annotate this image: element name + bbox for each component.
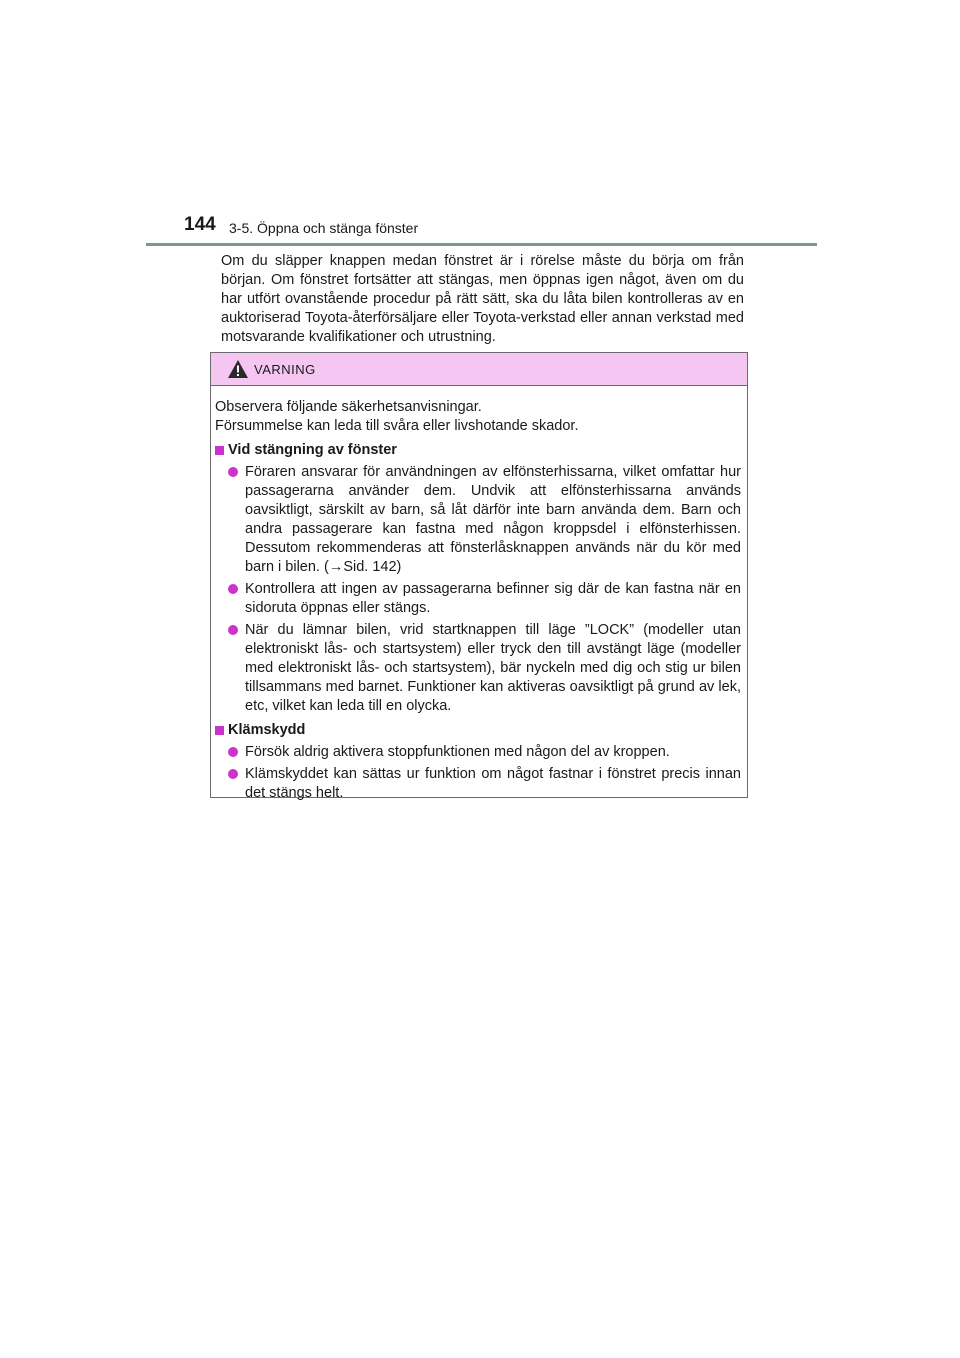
warning-intro-line-2: Försummelse kan leda till svåra eller livshotande skador. [215, 418, 579, 434]
list-item [215, 621, 741, 716]
list-item-text: Föraren ansvarar för användningen av elfönsterhissarna, vilket omfattar hur passagerarna använder dem. Undvik att elfönsterhissarna används oavsiktligt, särskilt av barn, så låt därför inte barn använda dem. Barn och andra passagerare kan fastna med någon kroppsdel i elfönsterhissen. Dessutom rekommenderas att fönsterlåsknappen används när du kör med barn i bilen. (→Sid. 142) [245, 464, 741, 575]
warning-label: VARNING [254, 362, 316, 377]
section-window-closing [215, 441, 741, 716]
round-bullet-icon [228, 467, 238, 477]
round-bullet-icon [228, 769, 238, 779]
warning-header [211, 353, 747, 386]
warning-body [211, 386, 747, 803]
item-list [215, 463, 741, 716]
list-item-text: När du lämnar bilen, vrid startknappen till läge ”LOCK” (modeller utan elektroniskt lås- och startsystem) eller tryck den till avstängt läge (modeller med elektroniskt lås- och startsystem), bär nyckeln med dig och stig ur bilen tillsammans med barnet. Funktioner kan aktiveras oavsiktligt på grund av lek, etc, vilket kan leda till en olycka. [245, 622, 741, 714]
warning-box [210, 352, 748, 801]
list-item [215, 580, 741, 618]
list-item [215, 743, 741, 762]
section-heading-text: Klämskydd [228, 722, 306, 738]
item-list [215, 743, 741, 803]
round-bullet-icon [228, 747, 238, 757]
warning-triangle-icon [227, 359, 249, 379]
section-heading [215, 721, 741, 740]
warning-intro-line-1: Observera följande säkerhetsanvisningar. [215, 399, 482, 415]
list-item [215, 463, 741, 577]
intro-paragraph: Om du släpper knappen medan fönstret är i rörelse måste du börja om från början. Om fönstret fortsätter att stängas, men öppnas igen något, även om du har utfört ovanstående procedur på rätt sätt, ska du låta bilen kontrolleras av en auktoriserad Toyota-återförsäljare eller Toyota-verkstad eller annan verkstad med motsvarande kvalifikationer och utrustning. [221, 253, 744, 345]
round-bullet-icon [228, 625, 238, 635]
list-item [215, 765, 741, 803]
list-item-text: Klämskyddet kan sättas ur funktion om något fastnar i fönstret precis innan det stängs helt. [245, 766, 741, 801]
round-bullet-icon [228, 584, 238, 594]
list-item-text: Kontrollera att ingen av passagerarna befinner sig där de kan fastna när en sidoruta öppnas eller stängs. [245, 581, 741, 616]
square-bullet-icon [215, 446, 224, 455]
header-rule [146, 243, 817, 246]
section-title: 3-5. Öppna och stänga fönster [229, 220, 419, 236]
section-heading [215, 441, 741, 460]
section-pinch-protection [215, 721, 741, 803]
page-number: 144 [184, 214, 216, 235]
section-heading-text: Vid stängning av fönster [228, 442, 397, 458]
square-bullet-icon [215, 726, 224, 735]
list-item-text: Försök aldrig aktivera stoppfunktionen med någon del av kroppen. [245, 744, 670, 760]
